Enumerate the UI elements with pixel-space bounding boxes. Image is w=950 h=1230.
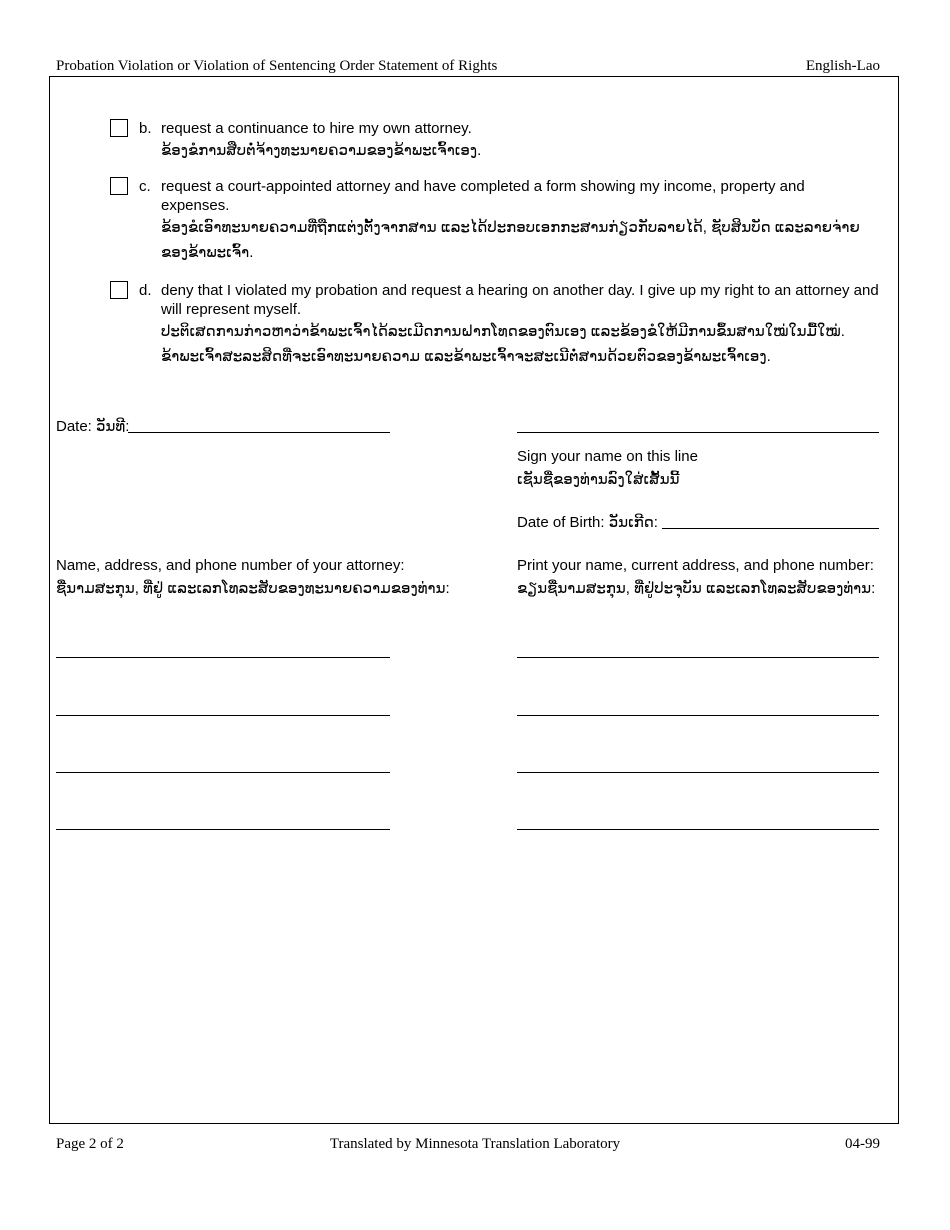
form-code: 04-99	[845, 1136, 880, 1152]
print-label: Print your name, current address, and phone number:	[517, 557, 874, 574]
print-line-3[interactable]	[517, 772, 879, 773]
print-line-1[interactable]	[517, 657, 879, 658]
option-c-checkbox[interactable]	[110, 177, 128, 195]
date-label-group	[56, 417, 129, 436]
attorney-line-3[interactable]	[56, 772, 390, 773]
date-label: Date:	[56, 418, 92, 435]
print-line-4[interactable]	[517, 829, 879, 830]
print-label-lao: ຂຽນຊື່ນາມສະກຸນ, ທີ່ຢູ່ປະຈຸບັນ ແລະເລກໂທລະສັບຂອງທ່ານ:	[517, 580, 876, 597]
option-c-lao-line-2: ຂອງຂ້າພະເຈົ້າ.	[161, 244, 254, 261]
print-line-2[interactable]	[517, 715, 879, 716]
attorney-line-2[interactable]	[56, 715, 390, 716]
attorney-label-lao: ຊື່ນາມສະກຸນ, ທີ່ຢູ່ ແລະເລກໂທລະສັບຂອງທະນາຍຄວາມຂອງທ່ານ:	[56, 580, 450, 597]
attorney-label: Name, address, and phone number of your attorney:	[56, 557, 405, 574]
option-c-lao-line-1: ຂ້ອງຂໍເອົາທະນາຍຄວາມທີ່ຖືກແຕ່ງຕັ້ງຈາກສານ ແລະໄດ້ປະກອບເອກກະສານກ່ຽວກັບລາຍໄດ້, ຊັບສິນບັດ ແລະລາຍຈ່າຍ	[161, 219, 860, 236]
dob-label-group	[517, 513, 658, 532]
attorney-line-4[interactable]	[56, 829, 390, 830]
signature-line[interactable]	[517, 432, 879, 433]
sign-label: Sign your name on this line	[517, 448, 698, 465]
option-b-letter: b.	[139, 120, 152, 137]
dob-line[interactable]	[662, 528, 879, 529]
attorney-line-1[interactable]	[56, 657, 390, 658]
language-label: English-Lao	[805, 58, 880, 74]
option-d-text: deny that I violated my probation and request a hearing on another day. I give up my right to an attorney and will represent myself.	[161, 282, 879, 318]
sign-label-lao: ເຊັນຊື່ຂອງທ່ານລົງໃສ່ເສັ້ນນີ້	[517, 471, 680, 488]
option-c-text: request a court-appointed attorney and have completed a form showing my income, property and expenses.	[161, 178, 805, 214]
date-line[interactable]	[128, 432, 390, 433]
option-b-text: request a continuance to hire my own attorney.	[161, 120, 472, 137]
translator-credit: Translated by Minnesota Translation Laboratory	[329, 1136, 621, 1152]
date-label-lao: ວັນທີ:	[96, 418, 130, 435]
option-c-letter: c.	[139, 178, 151, 195]
option-d-lao-line-1: ປະຕິເສດການກ່າວຫາວ່າຂ້າພະເຈົ້າໄດ້ລະເມີດການຝາກໂທດຂອງຕົນເອງ ແລະຂ້ອງຂໍໃຫ້ມີການຂຶ້ນສານໃໝ່ໃນມື້ໃໝ່.	[161, 323, 845, 340]
dob-label-lao: ວັນເກີດ:	[608, 514, 658, 531]
option-d-letter: d.	[139, 282, 152, 299]
form-title: Probation Violation or Violation of Sentencing Order Statement of Rights	[56, 58, 498, 74]
option-b-lao-line-1: ຂ້ອງຂໍການສືບຕໍ່ຈ້າງທະນາຍຄວາມຂອງຂ້າພະເຈົ້າເອງ.	[161, 142, 482, 159]
option-d-checkbox[interactable]	[110, 281, 128, 299]
dob-label: Date of Birth:	[517, 514, 605, 531]
option-b-checkbox[interactable]	[110, 119, 128, 137]
page-number: Page 2 of 2	[56, 1136, 124, 1152]
option-d-lao-line-2: ຂ້າພະເຈົ້າສະລະສິດທີ່ຈະເອົາທະນາຍຄວາມ ແລະຂ້າພະເຈົ້າຈະສະເນີຕໍ່ສານດ້ວຍຕົວຂອງຂ້າພະເຈົ້າເອງ.	[161, 348, 771, 365]
